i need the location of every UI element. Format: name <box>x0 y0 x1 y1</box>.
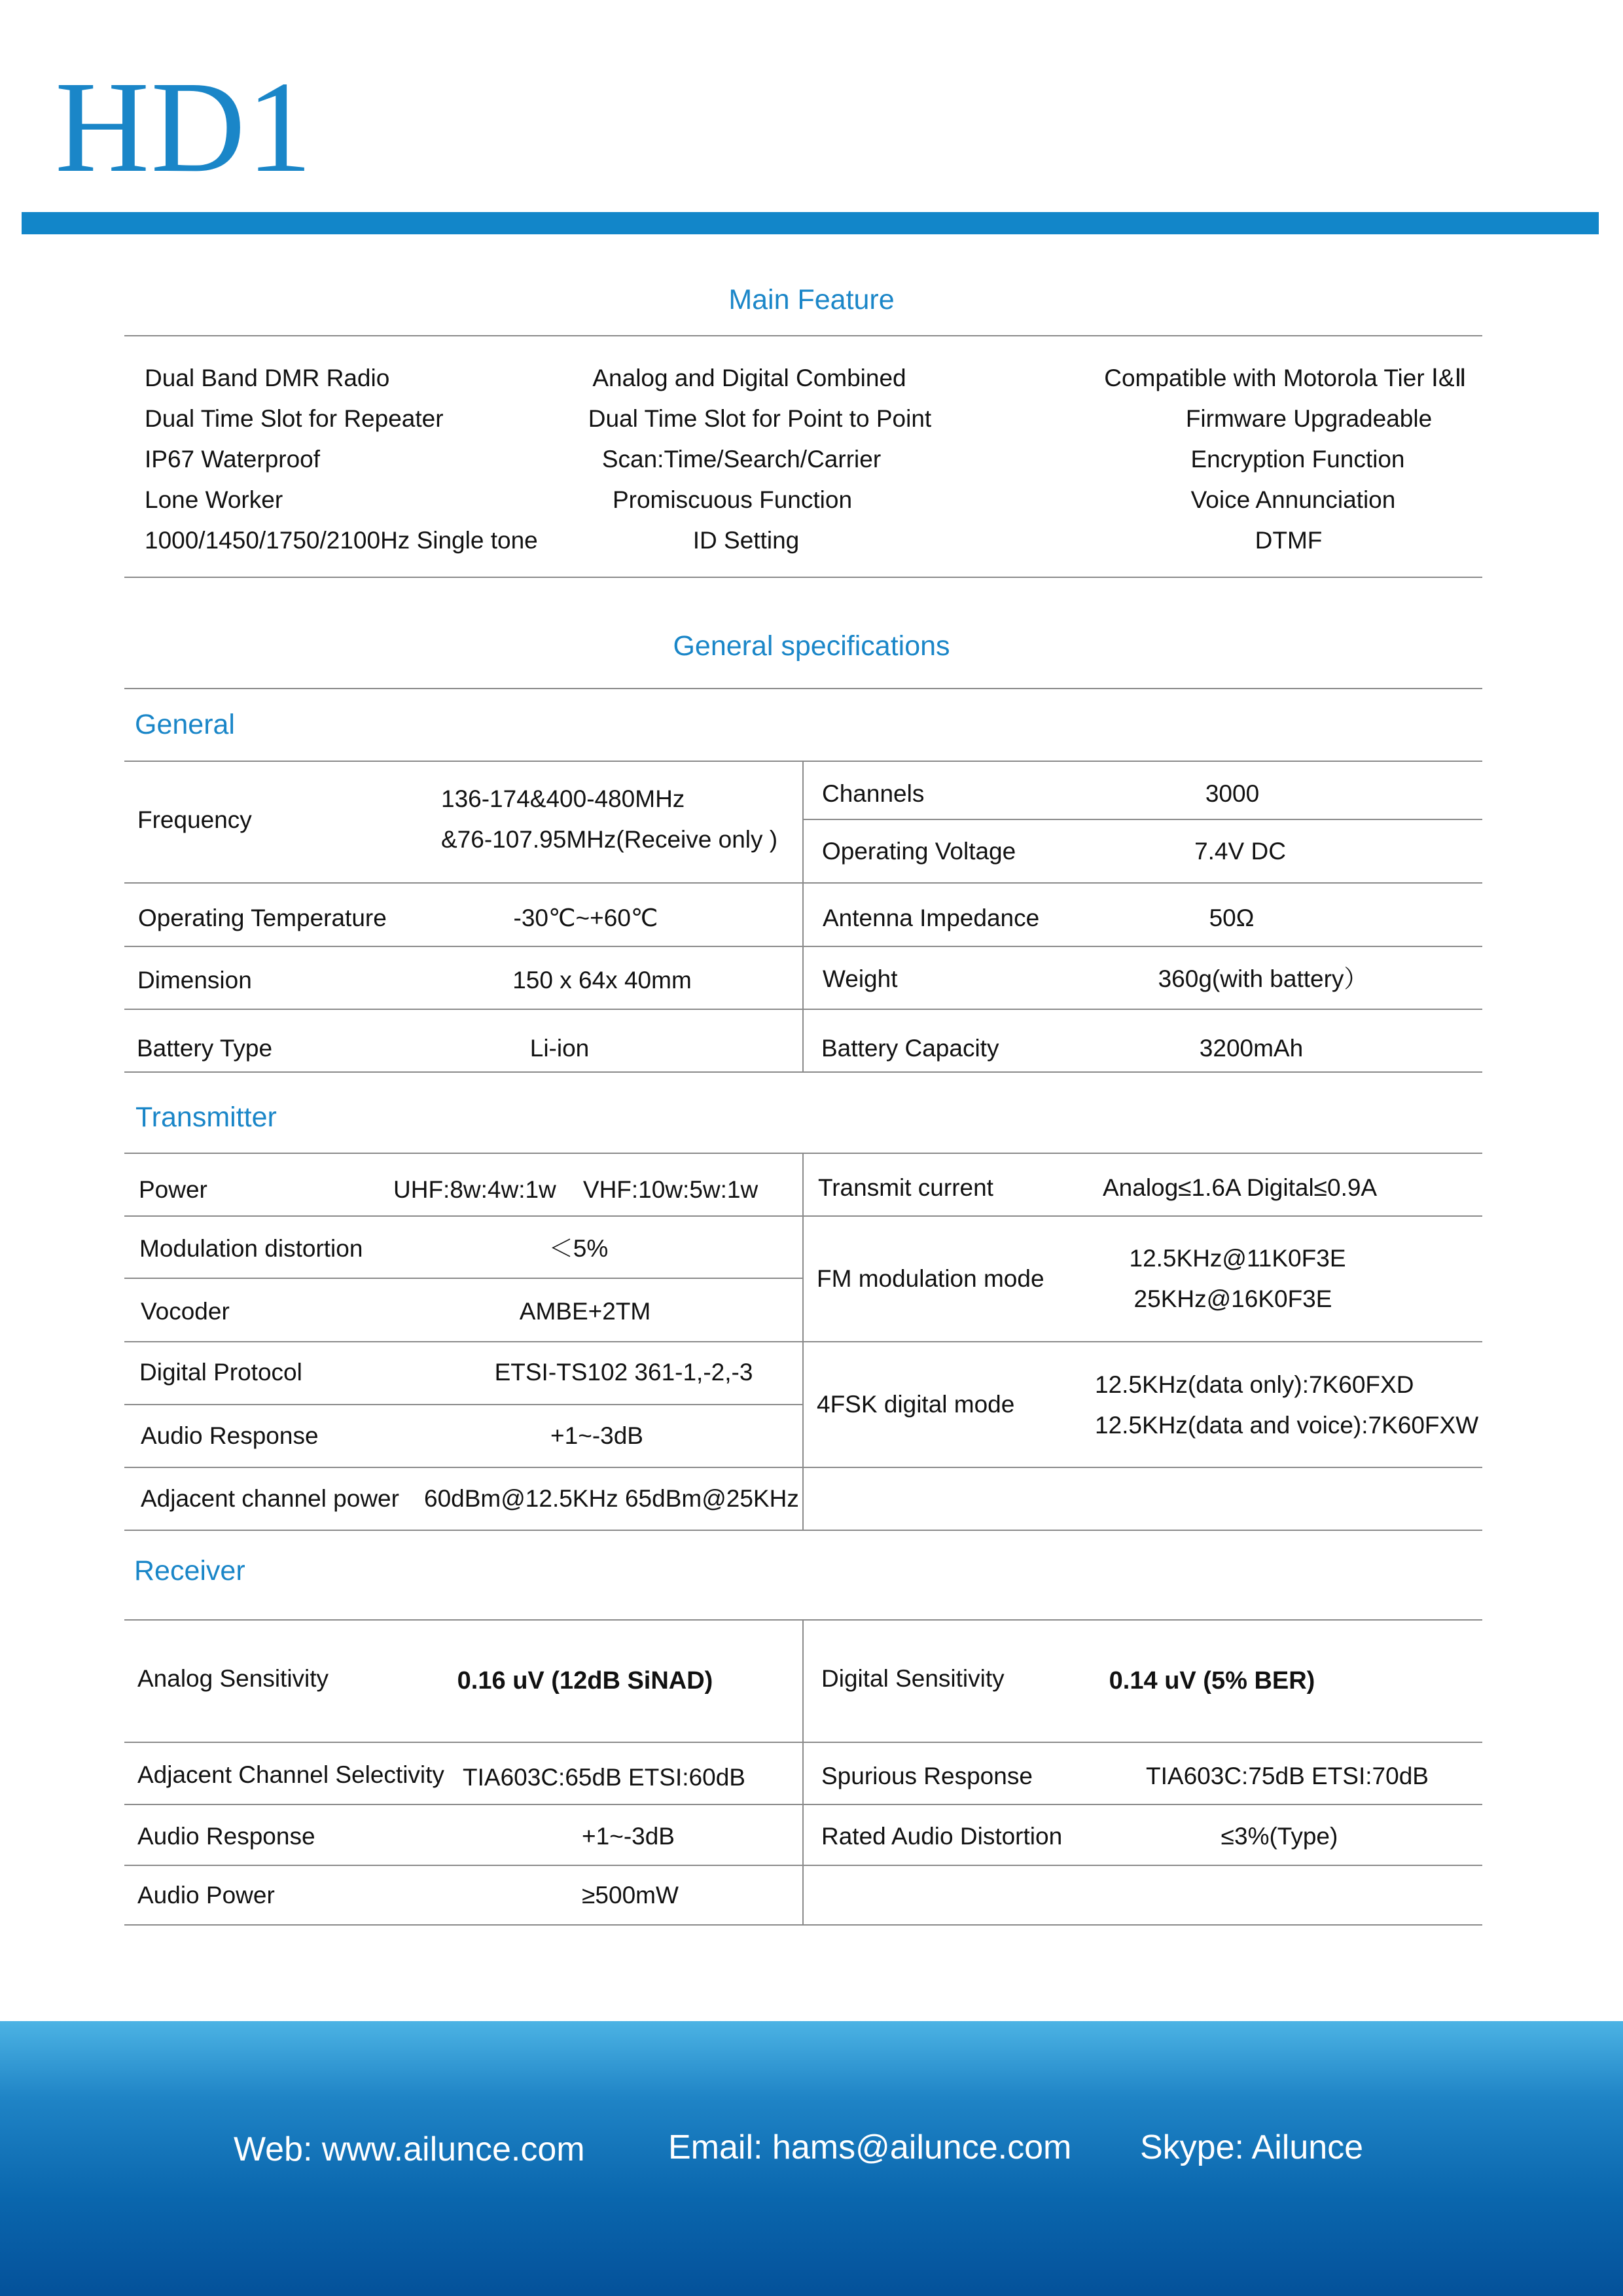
spec-value: 60dBm@12.5KHz 65dBm@25KHz <box>424 1485 799 1512</box>
spec-value: UHF:8w:4w:1w VHF:10w:5w:1w <box>393 1176 758 1203</box>
spec-label: Analog Sensitivity <box>137 1665 329 1692</box>
spec-label: Rated Audio Distortion <box>821 1823 1063 1850</box>
spec-label: Audio Power <box>137 1882 275 1909</box>
divider <box>124 335 1482 336</box>
spec-value: ≤3%(Type) <box>1221 1823 1338 1850</box>
feature-item: Firmware Upgradeable <box>1185 405 1433 432</box>
divider <box>124 1341 1482 1342</box>
divider <box>124 1865 1482 1866</box>
spec-label: Weight <box>823 965 898 992</box>
divider <box>124 946 1482 947</box>
divider <box>124 1071 1482 1073</box>
spec-label: Adjacent channel power <box>141 1485 399 1512</box>
spec-value: 360g(with battery） <box>1158 965 1368 992</box>
divider <box>124 688 1482 689</box>
divider <box>124 1467 1482 1468</box>
feature-item: Voice Annunciation <box>1190 486 1396 513</box>
spec-value: -30℃~+60℃ <box>513 905 658 931</box>
spec-value: ＜5% <box>548 1235 609 1262</box>
spec-value: 12.5KHz(data and voice):7K60FXW <box>1095 1412 1479 1439</box>
divider <box>124 1278 802 1279</box>
main-feature-heading: Main Feature <box>728 284 895 315</box>
receiver-heading: Receiver <box>134 1555 245 1587</box>
spec-value: AMBE+2TM <box>519 1298 651 1325</box>
spec-label: Digital Sensitivity <box>821 1665 1005 1692</box>
title-underline-bar <box>22 212 1599 234</box>
spec-label: FM modulation mode <box>817 1265 1044 1292</box>
feature-item: Dual Time Slot for Repeater <box>145 405 444 432</box>
spec-label: Modulation distortion <box>139 1235 363 1262</box>
spec-value: 136-174&400-480MHz <box>441 785 685 812</box>
feature-item: Lone Worker <box>145 486 283 513</box>
spec-label: Audio Response <box>137 1823 315 1850</box>
spec-value: 7.4V DC <box>1194 838 1286 865</box>
footer-skype: Skype: Ailunce <box>1140 2128 1364 2166</box>
spec-label: Operating Voltage <box>822 838 1016 865</box>
footer-web-link[interactable]: Web: www.ailunce.com <box>234 2130 585 2168</box>
spec-label: Audio Response <box>141 1422 319 1449</box>
feature-item: Encryption Function <box>1190 446 1405 473</box>
divider <box>124 1804 1482 1805</box>
spec-label: Frequency <box>137 806 252 833</box>
divider <box>124 1404 802 1405</box>
feature-item: Scan:Time/Search/Carrier <box>601 446 882 473</box>
divider <box>802 819 1482 820</box>
transmitter-heading: Transmitter <box>135 1102 277 1133</box>
spec-label: Dimension <box>137 967 252 994</box>
divider <box>124 1009 1482 1010</box>
feature-item: Promiscuous Function <box>612 486 853 513</box>
feature-item: DTMF <box>1255 527 1323 554</box>
divider <box>124 882 1482 884</box>
spec-label: Adjacent Channel Selectivity <box>137 1761 444 1788</box>
spec-label: Vocoder <box>141 1298 230 1325</box>
spec-label: Battery Type <box>137 1035 273 1062</box>
spec-label: Spurious Response <box>821 1763 1033 1789</box>
spec-label: Power <box>139 1176 207 1203</box>
spec-value: 12.5KHz(data only):7K60FXD <box>1095 1371 1414 1398</box>
divider <box>124 577 1482 578</box>
divider <box>124 1530 1482 1531</box>
product-title: HD1 <box>55 55 313 200</box>
spec-value: +1~-3dB <box>550 1422 643 1449</box>
spec-value: 25KHz@16K0F3E <box>1133 1285 1332 1312</box>
column-divider <box>802 1619 804 1925</box>
spec-label: Operating Temperature <box>138 905 387 931</box>
spec-value: 0.14 uV (5% BER) <box>1109 1667 1315 1695</box>
column-divider <box>802 761 804 1072</box>
spec-label: Antenna Impedance <box>823 905 1040 931</box>
feature-item: Dual Band DMR Radio <box>145 365 390 391</box>
spec-value: 0.16 uV (12dB SiNAD) <box>457 1667 713 1695</box>
spec-value: ≥500mW <box>582 1882 679 1909</box>
spec-value: Analog≤1.6A Digital≤0.9A <box>1103 1174 1378 1201</box>
spec-label: 4FSK digital mode <box>817 1391 1015 1418</box>
spec-value: 50Ω <box>1209 905 1255 931</box>
spec-value: 3200mAh <box>1199 1035 1304 1062</box>
general-heading: General <box>135 709 235 740</box>
spec-value: 150 x 64x 40mm <box>512 967 692 994</box>
spec-value: +1~-3dB <box>582 1823 675 1850</box>
feature-item: Analog and Digital Combined <box>592 365 906 391</box>
divider <box>124 1215 1482 1217</box>
spec-value: Li-ion <box>529 1035 590 1062</box>
footer-email-link[interactable]: Email: hams@ailunce.com <box>668 2128 1072 2166</box>
spec-value: TIA603C:75dB ETSI:70dB <box>1146 1763 1429 1789</box>
spec-value: ETSI-TS102 361-1,-2,-3 <box>494 1359 753 1386</box>
feature-item: 1000/1450/1750/2100Hz Single tone <box>145 527 538 554</box>
divider <box>124 1924 1482 1926</box>
spec-label: Channels <box>822 780 925 807</box>
spec-value: TIA603C:65dB ETSI:60dB <box>463 1764 745 1791</box>
spec-value: &76-107.95MHz(Receive only ) <box>441 826 778 853</box>
divider <box>124 1742 1482 1743</box>
spec-label: Battery Capacity <box>821 1035 999 1062</box>
general-specifications-heading: General specifications <box>673 630 950 662</box>
feature-item: IP67 Waterproof <box>145 446 321 473</box>
feature-item: Dual Time Slot for Point to Point <box>588 405 932 432</box>
spec-label: Transmit current <box>818 1174 993 1201</box>
spec-label: Digital Protocol <box>139 1359 302 1386</box>
feature-item: ID Setting <box>692 527 800 554</box>
spec-value: 3000 <box>1205 780 1260 807</box>
spec-value: 12.5KHz@11K0F3E <box>1129 1245 1346 1272</box>
feature-item: Compatible with Motorola Tier Ⅰ&Ⅱ <box>1104 365 1467 391</box>
